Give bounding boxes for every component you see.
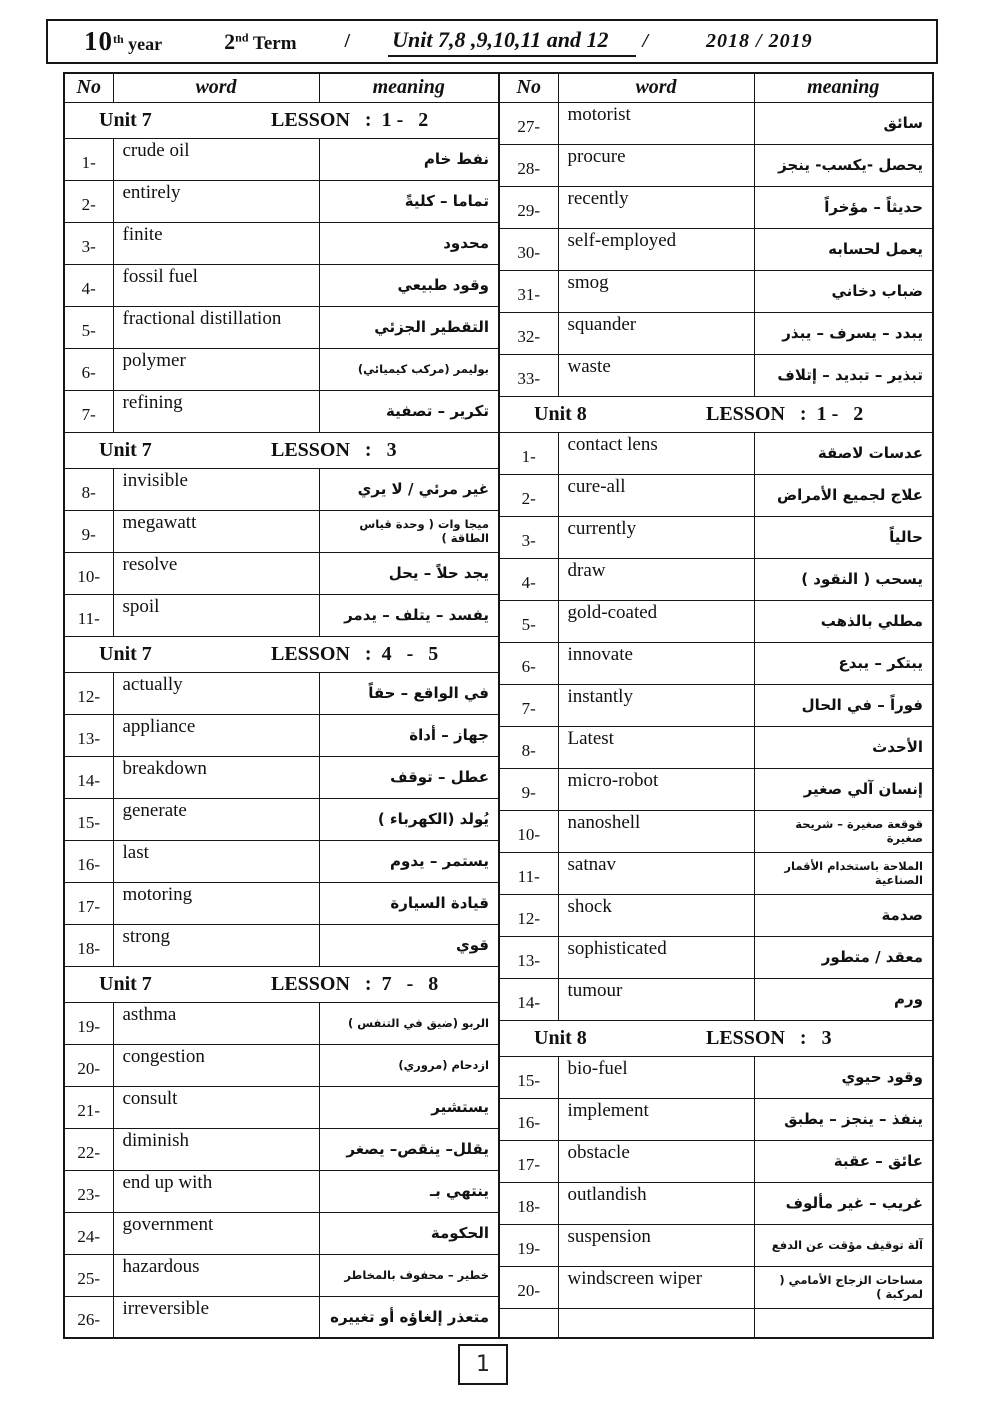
section-header-row (499, 1020, 933, 1056)
row-number: 1- (499, 432, 558, 474)
lesson-label: LESSON : 1 - 2 (271, 108, 429, 131)
vocab-row (64, 1170, 499, 1212)
english-word: implement (558, 1098, 754, 1140)
english-word: contact lens (558, 432, 754, 474)
arabic-meaning: تكرير – تصفية (319, 390, 499, 432)
row-number: 10- (64, 552, 113, 594)
english-word: obstacle (558, 1140, 754, 1182)
term-word: Term (248, 32, 297, 54)
vocab-row (64, 390, 499, 432)
row-number: 29- (499, 186, 558, 228)
english-word: outlandish (558, 1182, 754, 1224)
arabic-meaning: يحصل -يكسب- ينجز (754, 144, 933, 186)
row-number: 20- (499, 1266, 558, 1308)
section-header-row (64, 432, 499, 468)
arabic-meaning: يبدد – يسرف – يبذر (754, 312, 933, 354)
row-number: 13- (499, 936, 558, 978)
english-word: fossil fuel (113, 264, 319, 306)
arabic-meaning: سائق (754, 102, 933, 144)
vocab-row (64, 1128, 499, 1170)
arabic-meaning: ينفذ – ينجز – يطبق (754, 1098, 933, 1140)
row-number: 19- (499, 1224, 558, 1266)
english-word: entirely (113, 180, 319, 222)
row-number: 32- (499, 312, 558, 354)
arabic-meaning: حالياً (754, 516, 933, 558)
english-word: micro-robot (558, 768, 754, 810)
vocab-row (64, 1296, 499, 1338)
grade-number: 10 (84, 26, 113, 56)
lesson-label: LESSON : 4 - 5 (271, 642, 439, 665)
grade-label (84, 26, 162, 57)
arabic-meaning: نفط خام (319, 138, 499, 180)
title-bar (46, 19, 938, 64)
lesson-label: LESSON : 3 (706, 1026, 832, 1049)
row-number: 16- (64, 840, 113, 882)
english-word: diminish (113, 1128, 319, 1170)
english-word: strong (113, 924, 319, 966)
vocab-row (499, 516, 933, 558)
row-number: 8- (499, 726, 558, 768)
arabic-meaning: إنسان آلي صغير (754, 768, 933, 810)
row-number: 3- (499, 516, 558, 558)
unit-label: Unit 7 (99, 108, 152, 131)
row-number: 14- (499, 978, 558, 1020)
row-number: 3- (64, 222, 113, 264)
arabic-meaning: ازدحام (مروري) (319, 1044, 499, 1086)
arabic-meaning: يقلل– ينقص– يصغر (319, 1128, 499, 1170)
vocab-row (499, 1182, 933, 1224)
arabic-meaning: يفسد – يتلف – يدمر (319, 594, 499, 636)
arabic-meaning: محدود (319, 222, 499, 264)
unit-label: Unit 7 (99, 642, 152, 665)
arabic-meaning: غريب – غير مألوف (754, 1182, 933, 1224)
row-number: 9- (499, 768, 558, 810)
term-number: 2 (224, 28, 236, 54)
english-word: actually (113, 672, 319, 714)
vocab-row (64, 1254, 499, 1296)
column-header-word: word (558, 73, 754, 102)
english-word: breakdown (113, 756, 319, 798)
column-header-meaning: meaning (319, 73, 499, 102)
english-word: satnav (558, 852, 754, 894)
english-word: gold-coated (558, 600, 754, 642)
row-number: 33- (499, 354, 558, 396)
arabic-meaning: تماما – كليةً (319, 180, 499, 222)
row-number: 4- (499, 558, 558, 600)
vocab-row (499, 726, 933, 768)
vocab-row (499, 936, 933, 978)
english-word: motorist (558, 102, 754, 144)
vocab-row (64, 138, 499, 180)
unit-label: Unit 8 (534, 402, 587, 425)
english-word: waste (558, 354, 754, 396)
arabic-meaning: يسحب ( النقود ) (754, 558, 933, 600)
arabic-meaning: يجد حلاً – يحل (319, 552, 499, 594)
english-word: crude oil (113, 138, 319, 180)
vocab-row (499, 852, 933, 894)
row-number: 13- (64, 714, 113, 756)
row-number: 16- (499, 1098, 558, 1140)
english-word: smog (558, 270, 754, 312)
unit-label: Unit 7 (99, 438, 152, 461)
arabic-meaning: ورم (754, 978, 933, 1020)
english-word: cure-all (558, 474, 754, 516)
english-word: tumour (558, 978, 754, 1020)
column-header-row (64, 73, 499, 102)
arabic-meaning: عدسات لاصقة (754, 432, 933, 474)
vocab-row (499, 228, 933, 270)
vocab-row (64, 798, 499, 840)
vocab-row (64, 306, 499, 348)
row-number: 17- (499, 1140, 558, 1182)
column-header-row (499, 73, 933, 102)
vocab-row (499, 186, 933, 228)
row-number: 18- (64, 924, 113, 966)
lesson-label: LESSON : 1 - 2 (706, 402, 864, 425)
arabic-meaning: التقطير الجزئي (319, 306, 499, 348)
arabic-meaning: عائق – عقبة (754, 1140, 933, 1182)
column-header-word: word (113, 73, 319, 102)
arabic-meaning: قيادة السيارة (319, 882, 499, 924)
row-number: 18- (499, 1182, 558, 1224)
vocab-row (64, 840, 499, 882)
row-number: 10- (499, 810, 558, 852)
row-number: 24- (64, 1212, 113, 1254)
vocab-row (64, 672, 499, 714)
school-year: 2018 / 2019 (706, 30, 813, 52)
row-number: 21- (64, 1086, 113, 1128)
row-number: 31- (499, 270, 558, 312)
vocab-row (64, 714, 499, 756)
english-word: innovate (558, 642, 754, 684)
section-header-row (64, 102, 499, 138)
arabic-meaning: عطل – توقف (319, 756, 499, 798)
units-title: Unit 7,8 ,9,10,11 and 12 (388, 27, 636, 57)
vocab-row (64, 552, 499, 594)
english-word: spoil (113, 594, 319, 636)
row-number: 5- (499, 600, 558, 642)
vocab-row (499, 684, 933, 726)
arabic-meaning: يعمل لحسابه (754, 228, 933, 270)
vocab-row (64, 1044, 499, 1086)
arabic-meaning: علاج لجميع الأمراض (754, 474, 933, 516)
row-number: 5- (64, 306, 113, 348)
arabic-meaning: مساحات الزجاج الأمامي ( لمركبة ) (754, 1266, 933, 1308)
column-header-meaning: meaning (754, 73, 933, 102)
title-separator: / (344, 30, 351, 52)
arabic-meaning: فوراً – في الحال (754, 684, 933, 726)
row-number: 6- (64, 348, 113, 390)
vocab-row (499, 474, 933, 516)
arabic-meaning: متعذر إلغاؤه أو تغييره (319, 1296, 499, 1338)
vocab-row (64, 924, 499, 966)
english-word: suspension (558, 1224, 754, 1266)
vocab-table-left (63, 72, 500, 1339)
arabic-meaning: يستمر – يدوم (319, 840, 499, 882)
arabic-meaning: آلة توقيف مؤقت عن الدفع (754, 1224, 933, 1266)
arabic-meaning: ميجا وات ( وحدة قياس الطاقة ) (319, 510, 499, 552)
vocab-row (499, 978, 933, 1020)
vocab-row (499, 1266, 933, 1308)
arabic-meaning: قوقعة صغيرة – شريحة صغيرة (754, 810, 933, 852)
english-word: motoring (113, 882, 319, 924)
grade-ordinal-suffix: th (113, 32, 124, 46)
vocab-row (64, 348, 499, 390)
empty-row (499, 1308, 933, 1338)
english-word: recently (558, 186, 754, 228)
section-header-row (64, 636, 499, 672)
english-word: refining (113, 390, 319, 432)
arabic-meaning: تبذير – تبديد – إتلاف (754, 354, 933, 396)
term-label (224, 29, 296, 55)
arabic-meaning: الحكومة (319, 1212, 499, 1254)
english-word: consult (113, 1086, 319, 1128)
row-number: 2- (499, 474, 558, 516)
english-word: bio-fuel (558, 1056, 754, 1098)
title-separator: / (642, 30, 649, 52)
vocab-row (499, 144, 933, 186)
column-header-no: No (64, 73, 113, 102)
arabic-meaning: يستشير (319, 1086, 499, 1128)
english-word: asthma (113, 1002, 319, 1044)
english-word: hazardous (113, 1254, 319, 1296)
english-word: polymer (113, 348, 319, 390)
english-word: self-employed (558, 228, 754, 270)
arabic-meaning: حديثاً – مؤخراً (754, 186, 933, 228)
section-header-row (64, 966, 499, 1002)
vocab-row (499, 1140, 933, 1182)
row-number: 11- (499, 852, 558, 894)
english-word: fractional distillation (113, 306, 319, 348)
row-number: 17- (64, 882, 113, 924)
english-word: nanoshell (558, 810, 754, 852)
english-word: shock (558, 894, 754, 936)
arabic-meaning: مطلي بالذهب (754, 600, 933, 642)
vocab-table-right (498, 72, 934, 1339)
vocab-row (64, 756, 499, 798)
english-word: sophisticated (558, 936, 754, 978)
column-header-no: No (499, 73, 558, 102)
vocab-row (499, 270, 933, 312)
vocab-row (64, 1212, 499, 1254)
arabic-meaning: وقود طبيعي (319, 264, 499, 306)
english-word: irreversible (113, 1296, 319, 1338)
page-number: 1 (458, 1344, 508, 1385)
vocab-row (499, 642, 933, 684)
english-word: megawatt (113, 510, 319, 552)
vocab-row (64, 180, 499, 222)
vocab-row (499, 810, 933, 852)
arabic-meaning: يبتكر – يبدع (754, 642, 933, 684)
vocab-row (499, 1098, 933, 1140)
row-number: 15- (499, 1056, 558, 1098)
term-ordinal-suffix: nd (235, 30, 249, 45)
row-number: 20- (64, 1044, 113, 1086)
arabic-meaning: معقد / متطور (754, 936, 933, 978)
row-number: 11- (64, 594, 113, 636)
arabic-meaning: يُولد (الكهرباء ) (319, 798, 499, 840)
arabic-meaning: بوليمر (مركب كيميائي) (319, 348, 499, 390)
english-word: generate (113, 798, 319, 840)
row-number: 8- (64, 468, 113, 510)
english-word: invisible (113, 468, 319, 510)
arabic-meaning: قوي (319, 924, 499, 966)
row-number: 28- (499, 144, 558, 186)
english-word: government (113, 1212, 319, 1254)
lesson-label: LESSON : 7 - 8 (271, 972, 439, 995)
vocab-row (64, 594, 499, 636)
english-word: appliance (113, 714, 319, 756)
row-number: 4- (64, 264, 113, 306)
arabic-meaning: وقود حيوي (754, 1056, 933, 1098)
row-number: 6- (499, 642, 558, 684)
english-word: squander (558, 312, 754, 354)
english-word: Latest (558, 726, 754, 768)
arabic-meaning: الملاحة باستخدام الأقمار الصناعية (754, 852, 933, 894)
vocab-row (499, 1056, 933, 1098)
vocab-row (64, 222, 499, 264)
english-word: resolve (113, 552, 319, 594)
vocab-row (499, 354, 933, 396)
english-word: instantly (558, 684, 754, 726)
row-number: 1- (64, 138, 113, 180)
vocab-row (64, 882, 499, 924)
vocab-row (64, 510, 499, 552)
english-word: finite (113, 222, 319, 264)
vocab-row (64, 1002, 499, 1044)
arabic-meaning: ينتهي بـ (319, 1170, 499, 1212)
row-number: 15- (64, 798, 113, 840)
arabic-meaning: في الواقع – حقاً (319, 672, 499, 714)
arabic-meaning: جهاز – أداة (319, 714, 499, 756)
english-word: draw (558, 558, 754, 600)
section-header-row (499, 396, 933, 432)
english-word: currently (558, 516, 754, 558)
vocab-row (499, 558, 933, 600)
english-word: end up with (113, 1170, 319, 1212)
english-word: last (113, 840, 319, 882)
row-number: 7- (64, 390, 113, 432)
row-number: 26- (64, 1296, 113, 1338)
row-number: 9- (64, 510, 113, 552)
english-word: procure (558, 144, 754, 186)
row-number: 14- (64, 756, 113, 798)
row-number: 12- (499, 894, 558, 936)
vocab-row (499, 1224, 933, 1266)
english-word: windscreen wiper (558, 1266, 754, 1308)
grade-word: year (123, 34, 163, 54)
vocab-row (499, 432, 933, 474)
row-number: 7- (499, 684, 558, 726)
row-number: 25- (64, 1254, 113, 1296)
vocab-row (499, 894, 933, 936)
vocabulary-table (63, 72, 934, 1339)
arabic-meaning: غير مرئي / لا يري (319, 468, 499, 510)
vocab-row (499, 768, 933, 810)
lesson-label: LESSON : 3 (271, 438, 397, 461)
vocab-row (499, 102, 933, 144)
vocab-row (64, 468, 499, 510)
row-number: 30- (499, 228, 558, 270)
vocab-row (64, 1086, 499, 1128)
row-number: 22- (64, 1128, 113, 1170)
unit-label: Unit 7 (99, 972, 152, 995)
arabic-meaning: الربو (ضيق في التنفس ) (319, 1002, 499, 1044)
arabic-meaning: ضباب دخاني (754, 270, 933, 312)
row-number: 2- (64, 180, 113, 222)
row-number: 27- (499, 102, 558, 144)
vocab-row (499, 312, 933, 354)
vocab-row (499, 600, 933, 642)
arabic-meaning: صدمة (754, 894, 933, 936)
row-number: 19- (64, 1002, 113, 1044)
vocab-row (64, 264, 499, 306)
unit-label: Unit 8 (534, 1026, 587, 1049)
english-word: congestion (113, 1044, 319, 1086)
row-number: 12- (64, 672, 113, 714)
arabic-meaning: خطير – محفوف بالمخاطر (319, 1254, 499, 1296)
arabic-meaning: الأحدث (754, 726, 933, 768)
row-number: 23- (64, 1170, 113, 1212)
